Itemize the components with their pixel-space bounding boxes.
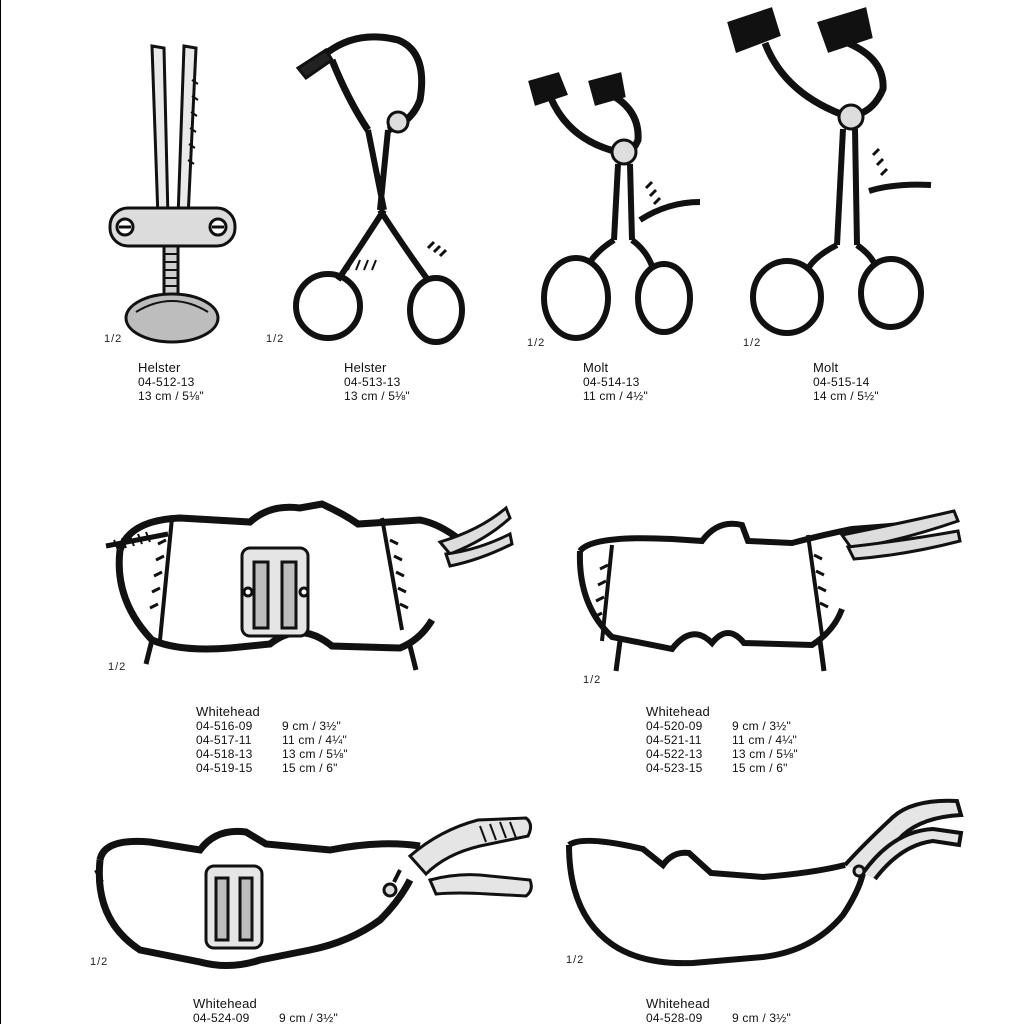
product-caption xyxy=(813,361,879,403)
product-code: 04-516-09 xyxy=(196,719,253,733)
product-size: 13 cm / 5⅛" xyxy=(138,389,204,403)
product-code: 04-519-15 xyxy=(196,761,253,775)
product-name: Whitehead xyxy=(193,996,257,1011)
product-size: 9 cm / 3½" xyxy=(282,719,341,733)
product-size: 13 cm / 5⅛" xyxy=(282,747,348,761)
scale-label: 1/2 xyxy=(583,674,602,686)
product-name: Helster xyxy=(344,360,387,375)
product-size: 15 cm / 6" xyxy=(732,761,788,775)
variant-row xyxy=(646,719,798,733)
product-code: 04-523-15 xyxy=(646,761,703,775)
product-size: 11 cm / 4¼" xyxy=(732,733,797,747)
variant-row xyxy=(646,761,798,775)
product-name: Helster xyxy=(138,360,181,375)
product-caption xyxy=(646,997,791,1025)
product-code: 04-512-13 xyxy=(138,375,195,389)
variant-row xyxy=(196,733,348,747)
product-caption xyxy=(138,361,204,403)
product-code: 04-521-11 xyxy=(646,733,702,747)
scale-label: 1/2 xyxy=(743,337,762,349)
product-size: 9 cm / 3½" xyxy=(732,719,791,733)
product-code: 04-524-09 xyxy=(193,1011,250,1025)
scale-label: 1/2 xyxy=(527,337,546,349)
product-name: Molt xyxy=(583,360,609,375)
product-size: 11 cm / 4¼" xyxy=(282,733,347,747)
variant-row xyxy=(646,747,798,761)
product-code: 04-514-13 xyxy=(583,375,640,389)
product-code: 04-522-13 xyxy=(646,747,703,761)
molt-mouth-gag-small-illustration xyxy=(528,70,708,345)
product-code: 04-520-09 xyxy=(646,719,703,733)
whitehead-mouth-gag-illustration xyxy=(572,505,964,680)
product-code: 04-515-14 xyxy=(813,375,870,389)
scale-label: 1/2 xyxy=(266,333,285,345)
product-size: 13 cm / 5⅛" xyxy=(344,389,410,403)
page-border xyxy=(0,0,1,1024)
whitehead-mouth-gag-with-tongue-plate-illustration xyxy=(100,500,515,680)
product-code: 04-513-13 xyxy=(344,375,401,389)
product-code: 04-517-11 xyxy=(196,733,252,747)
scale-label: 1/2 xyxy=(90,956,109,968)
product-caption xyxy=(646,705,798,775)
variant-row xyxy=(196,747,348,761)
product-name: Whitehead xyxy=(646,996,710,1011)
scale-label: 1/2 xyxy=(566,954,585,966)
product-code: 04-518-13 xyxy=(196,747,253,761)
product-size: 9 cm / 3½" xyxy=(279,1011,338,1025)
product-name: Molt xyxy=(813,360,839,375)
product-caption xyxy=(583,361,648,403)
product-size: 11 cm / 4½" xyxy=(583,389,648,403)
product-size: 9 cm / 3½" xyxy=(732,1011,791,1025)
variant-row xyxy=(646,733,798,747)
helster-mouth-gag-forceps-illustration xyxy=(288,30,468,350)
product-name: Whitehead xyxy=(646,704,710,719)
scale-label: 1/2 xyxy=(104,333,123,345)
product-size: 14 cm / 5½" xyxy=(813,389,879,403)
whitehead-mouth-gag-with-tongue-plate-illustration xyxy=(90,810,535,980)
scale-label: 1/2 xyxy=(108,661,127,673)
product-size: 15 cm / 6" xyxy=(282,761,338,775)
product-caption xyxy=(196,705,348,775)
molt-mouth-gag-large-illustration xyxy=(725,5,940,340)
helster-mouth-gag-illustration xyxy=(100,40,250,350)
product-size: 13 cm / 5⅛" xyxy=(732,747,798,761)
product-caption xyxy=(344,361,410,403)
variant-row xyxy=(193,1011,338,1025)
variant-row xyxy=(646,1011,791,1025)
whitehead-mouth-gag-illustration xyxy=(563,795,963,980)
product-caption xyxy=(193,997,338,1025)
variant-row xyxy=(196,719,348,733)
product-name: Whitehead xyxy=(196,704,260,719)
variant-row xyxy=(196,761,348,775)
product-code: 04-528-09 xyxy=(646,1011,703,1025)
